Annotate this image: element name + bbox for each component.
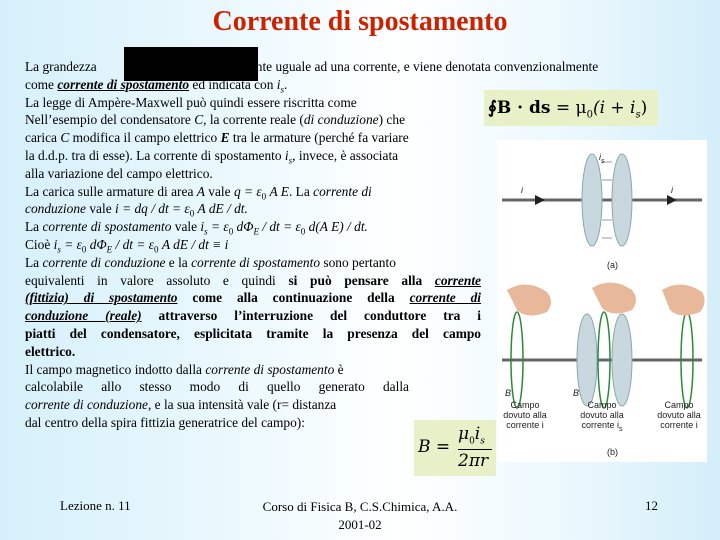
body-line-1: [25, 58, 705, 76]
text: almente uguale ad una corrente, e viene denotata convenzionalmente: [229, 59, 599, 74]
text: Cioè: [25, 236, 54, 252]
subscript: 0: [154, 244, 159, 255]
text: vale: [204, 183, 234, 199]
term: (fittizia) di spostamento: [25, 290, 178, 306]
text: i: [276, 76, 281, 92]
text: A dE / dt.: [194, 201, 248, 217]
text: e la: [165, 254, 192, 270]
text: A dE / dt ≡ i: [158, 236, 229, 252]
term: corrente: [434, 272, 481, 288]
text: vale: [86, 201, 115, 217]
body-line-3: [25, 94, 481, 112]
eq-mid: = μ: [550, 98, 587, 118]
body-line-10: [25, 218, 481, 236]
subscript: s: [288, 155, 293, 166]
text: Campo dovuto alla corrente i: [580, 400, 624, 430]
text: i: [599, 152, 601, 162]
text: ed indicata con: [189, 76, 277, 92]
label-i-left: i: [521, 185, 523, 195]
sub: s: [601, 157, 605, 165]
text: A E: [266, 183, 289, 199]
eq-sub: 0: [586, 109, 593, 121]
label-a: (a): [607, 260, 618, 270]
body-line-17: [25, 343, 481, 361]
text: equivalenti in valore assoluto e quindi: [25, 272, 289, 288]
body-line-14: [25, 289, 481, 307]
text: come: [25, 76, 58, 92]
text: . La: [288, 183, 314, 199]
eq-close: ): [640, 98, 648, 118]
text: vale: [171, 219, 201, 235]
body-line-4: [25, 111, 481, 129]
current-arrow-right: [667, 195, 677, 205]
text: conduzione: [25, 201, 86, 217]
text: corrente di conduzione: [25, 397, 148, 413]
sub: 0: [469, 436, 475, 447]
text: = ε: [60, 236, 82, 252]
eq-lhs: ∮B · ds: [488, 98, 551, 118]
label-campo-1: Campo dovuto alla corrente i: [503, 400, 547, 430]
body-line-12: [25, 254, 481, 272]
text: La: [25, 254, 43, 270]
label-is: [599, 152, 605, 167]
text: i: [284, 147, 289, 163]
body-line-13: [25, 272, 481, 290]
hand-icon-right: [662, 284, 705, 315]
text: / dt = ε: [258, 219, 301, 235]
text: C: [60, 130, 70, 146]
text: i: [53, 236, 58, 252]
label-campo-3: Campo dovuto alla corrente i: [657, 400, 701, 430]
text: E: [220, 130, 230, 146]
sub: s: [619, 425, 623, 433]
body-line-5: [25, 129, 481, 147]
eq-sub: s: [635, 109, 641, 121]
term: corrente di spostamento: [57, 76, 190, 92]
text: A: [196, 183, 205, 199]
label-i-right: i: [671, 185, 673, 195]
text: attraverso l’interruzione del conduttore tra i: [141, 308, 481, 324]
text: elettrico.: [25, 343, 76, 359]
plate-right-b: [612, 314, 632, 406]
body-line-21: [25, 414, 481, 432]
body-line-15: [25, 307, 481, 325]
text: corrente di: [313, 183, 372, 199]
text: Nell’esempio del condensatore: [25, 112, 195, 128]
body-line-7: [25, 165, 481, 183]
subscript: 0: [300, 226, 306, 237]
footer-course-line-1: Corso di Fisica B, C.S.Chimica, A.A.: [262, 499, 458, 514]
text: modifica il campo elettrico: [69, 130, 221, 146]
text: sono pertanto: [320, 254, 396, 270]
text: si può pensare alla: [288, 272, 435, 288]
text: la d.d.p. tra di esse). La corrente di spostamento: [25, 147, 285, 163]
plate-right-a: [612, 154, 632, 246]
subscript: 0: [261, 191, 267, 202]
text: piatti del condensatore, esplicitata tramite la presenza del campo: [25, 325, 481, 341]
text: calcolabile allo stesso modo di quello generato dalla: [25, 379, 409, 395]
hand-icon-left: [507, 284, 551, 315]
text: , invece, è associata: [292, 147, 399, 163]
ampere-maxwell-equation: [484, 90, 658, 126]
subscript: 0: [228, 226, 234, 237]
page-number: 12: [645, 498, 658, 513]
text: , e la sua intensità vale (r= distanza: [147, 397, 337, 413]
slide-title: Corrente di spostamento: [212, 6, 508, 37]
eq-lhs: B =: [418, 437, 451, 457]
term: corrente di: [409, 290, 481, 306]
subscript: E: [106, 244, 113, 255]
text: C: [194, 112, 204, 128]
eq-numerator: [458, 424, 485, 446]
plate-left-b: [577, 314, 597, 406]
footer-lecture: Lezione n. 11: [60, 498, 131, 513]
text: dΦ: [233, 219, 254, 235]
body-line-8: [25, 183, 481, 201]
text: dal centro della spira fittizia generatrice del campo):: [25, 414, 305, 430]
text: corrente di spostamento: [42, 219, 172, 235]
i: i: [474, 424, 481, 444]
body-line-6: [25, 147, 481, 165]
text: è: [334, 361, 344, 377]
text: La carica sulle armature di area: [25, 183, 197, 199]
text: La: [25, 219, 43, 235]
label-B-right: B: [573, 388, 580, 398]
text: corrente di spostamento: [205, 361, 335, 377]
text: i: [200, 219, 205, 235]
subscript: 0: [189, 209, 195, 220]
text: di conduzione: [303, 112, 379, 128]
body-line-11: [25, 236, 481, 254]
mu: μ: [458, 424, 470, 444]
text: corrente di conduzione: [42, 254, 166, 270]
text: i = dq / dt = ε: [115, 201, 190, 217]
text: q = ε: [233, 183, 262, 199]
capacitor-figure: [497, 140, 707, 462]
magnetic-field-equation: [414, 420, 496, 476]
text: = ε: [207, 219, 229, 235]
footer-course: [240, 498, 480, 534]
label-campo-2: [575, 400, 629, 435]
subscript: s: [204, 226, 208, 237]
label-B-left: B: [505, 388, 512, 398]
text: alla variazione del campo elettrico.: [25, 165, 213, 181]
eq-rhs: (i + i: [592, 98, 636, 118]
fraction-bar: [458, 449, 492, 450]
body-line-9: [25, 200, 481, 218]
text: tra le armature (perché fa variare: [229, 130, 409, 146]
subscript: 0: [81, 244, 87, 255]
footer-course-line-2: 2001-02: [338, 517, 382, 532]
subscript: s: [280, 84, 285, 95]
label-b: (b): [607, 447, 618, 457]
text: carica: [25, 130, 61, 146]
text: corrente di spostamento: [191, 254, 321, 270]
hand-icon-center: [592, 282, 636, 313]
plate-left-a: [582, 154, 602, 246]
subscript: E: [253, 226, 259, 237]
text: come alla continuazione della: [177, 290, 410, 306]
text: La grandezza: [25, 59, 97, 74]
body-line-20: [25, 396, 481, 414]
text: .: [284, 76, 288, 92]
body-line-19: [25, 378, 409, 396]
text: dΦ: [86, 236, 107, 252]
term: conduzione (reale): [25, 308, 142, 324]
body-line-18: [25, 361, 481, 379]
text: La legge di Ampère-Maxwell può quindi essere riscritta come: [25, 94, 357, 110]
text: Il campo magnetico indotto dalla: [25, 361, 206, 377]
text: / dt = ε: [112, 236, 154, 252]
sub: s: [480, 436, 485, 447]
body-line-16: [25, 325, 481, 343]
eq-denominator: 2πr: [458, 451, 489, 471]
text: d(A E) / dt.: [305, 219, 368, 235]
subscript: s: [57, 244, 61, 255]
text: , la corrente reale (: [203, 112, 304, 128]
text: ) che: [378, 112, 406, 128]
current-arrow-left: [535, 195, 545, 205]
